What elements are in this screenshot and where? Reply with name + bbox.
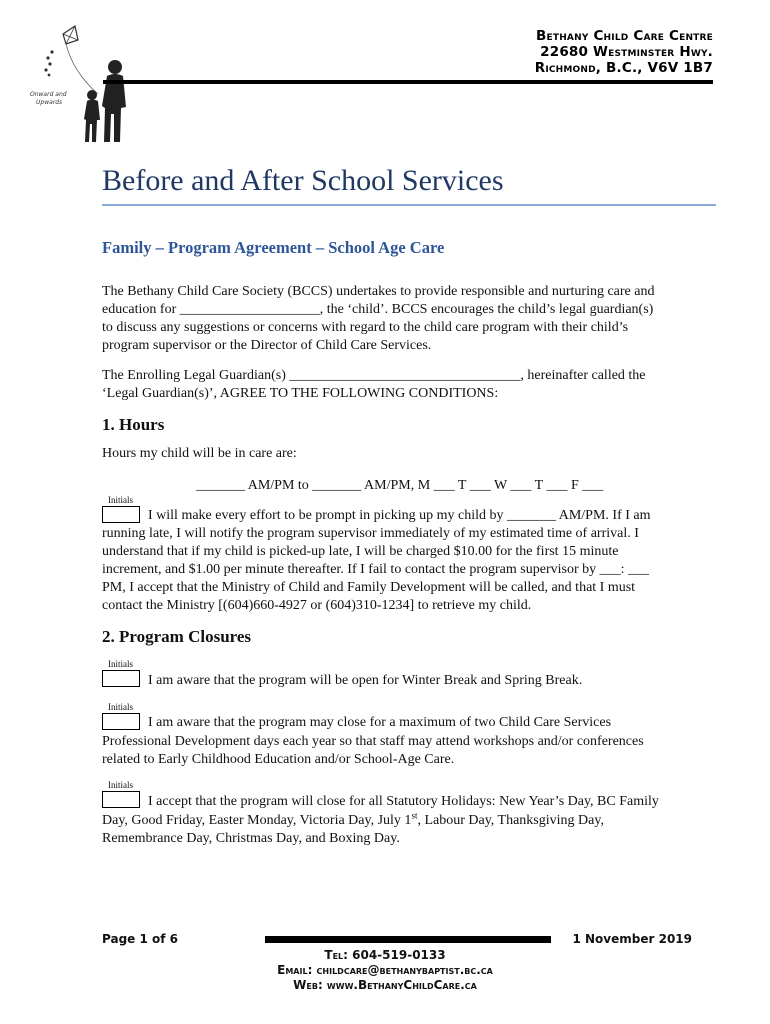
initials-label: Initials [108,702,133,712]
clause-text: I am aware that the program may close for a maximum of two Child Care Services [148,715,612,730]
ordinal-suffix: st [411,810,418,821]
initials-label: Initials [108,495,133,505]
logo [28,22,138,147]
page-number: Page 1 of 6 [102,932,178,946]
initials-field[interactable] [102,713,140,730]
clause-text: I am aware that the program will be open for Winter Break and Spring Break. [148,673,583,688]
initials-label: Initials [108,780,133,790]
hours-lead: Hours my child will be in care are: [102,446,297,461]
initials-field[interactable] [102,506,140,523]
clause-text: I accept that the program will close for all Statutory Holidays: New Year’s Day, BC Family [148,794,659,809]
svg-text:Upwards: Upwards [36,99,63,106]
intro-line: The Bethany Child Care Society (BCCS) undertakes to provide responsible and nurturing care and [102,284,655,299]
title-rule [102,204,716,206]
clause-text: increment, and $1.00 per minute thereafter. If I fail to contact the program supervisor by ___: ___ [102,562,649,577]
clause-text-part: Day, Good Friday, Easter Monday, Victoria Day, July 1 [102,813,412,828]
clause-text: contact the Ministry [(604)660-4927 or (604)310-1234] to retrieve my child. [102,598,532,613]
letterhead-address [535,28,713,76]
clause-text-part: , Labour Day, Thanksgiving Day, [417,813,604,828]
clause-text: I will make every effort to be prompt in picking up my child by _______ AM/PM. If I am [148,508,651,523]
org-name: Bethany Child Care Centre [536,28,713,44]
hours-schedule-line: _______ AM/PM to _______ AM/PM, M ___ T ___ W ___ T ___ F ___ [196,478,604,493]
clause-text: understand that if my child is picked-up late, I will be charged $10.00 for the first 15 minute [102,544,619,559]
clause-text: related to Early Childhood Education and/or School-Age Care. [102,752,455,767]
clause-text: running late, I will notify the program supervisor immediately of my estimated time of arrival. I [102,526,639,541]
guardian-line: The Enrolling Legal Guardian(s) _________________________________, hereinafter called the [102,368,646,383]
initials-label: Initials [108,659,133,669]
document-subtitle: Family – Program Agreement – School Age Care [102,238,445,257]
address-line-1: 22680 Westminster Hwy. [540,44,713,60]
svg-text:Onward and: Onward and [30,91,67,98]
initials-field[interactable] [102,670,140,687]
footer-email: Email: childcare@bethanybaptist.bc.ca [277,963,493,977]
intro-line: education for ____________________, the ‘child’. BCCS encourages the child’s legal guardian(s) [102,302,654,317]
section-heading-hours: 1. Hours [102,415,165,434]
initials-field[interactable] [102,791,140,808]
document-date: 1 November 2019 [572,932,692,946]
guardian-line: ‘Legal Guardian(s)’, AGREE TO THE FOLLOWING CONDITIONS: [102,386,499,401]
clause-text: PM, I accept that the Ministry of Child and Family Development will be called, and that I must [102,580,636,595]
clause-text: Remembrance Day, Christmas Day, and Boxing Day. [102,831,400,846]
footer-rule [265,936,551,943]
intro-line: program supervisor or the Director of Child Care Services. [102,338,432,353]
footer-phone: Tel: 604-519-0133 [324,948,446,962]
footer-website: Web: www.BethanyChildCare.ca [293,978,477,992]
section-heading-closures: 2. Program Closures [102,627,252,646]
clause-text [102,810,604,829]
header-rule [103,80,713,84]
document-title: Before and After School Services [102,164,504,197]
address-line-2: Richmond, B.C., V6V 1B7 [534,60,713,76]
clause-text: Professional Development days each year so that staff may attend workshops and/or conferences [102,734,644,749]
intro-line: to discuss any suggestions or concerns with regard to the child care program with their child’s [102,320,629,335]
